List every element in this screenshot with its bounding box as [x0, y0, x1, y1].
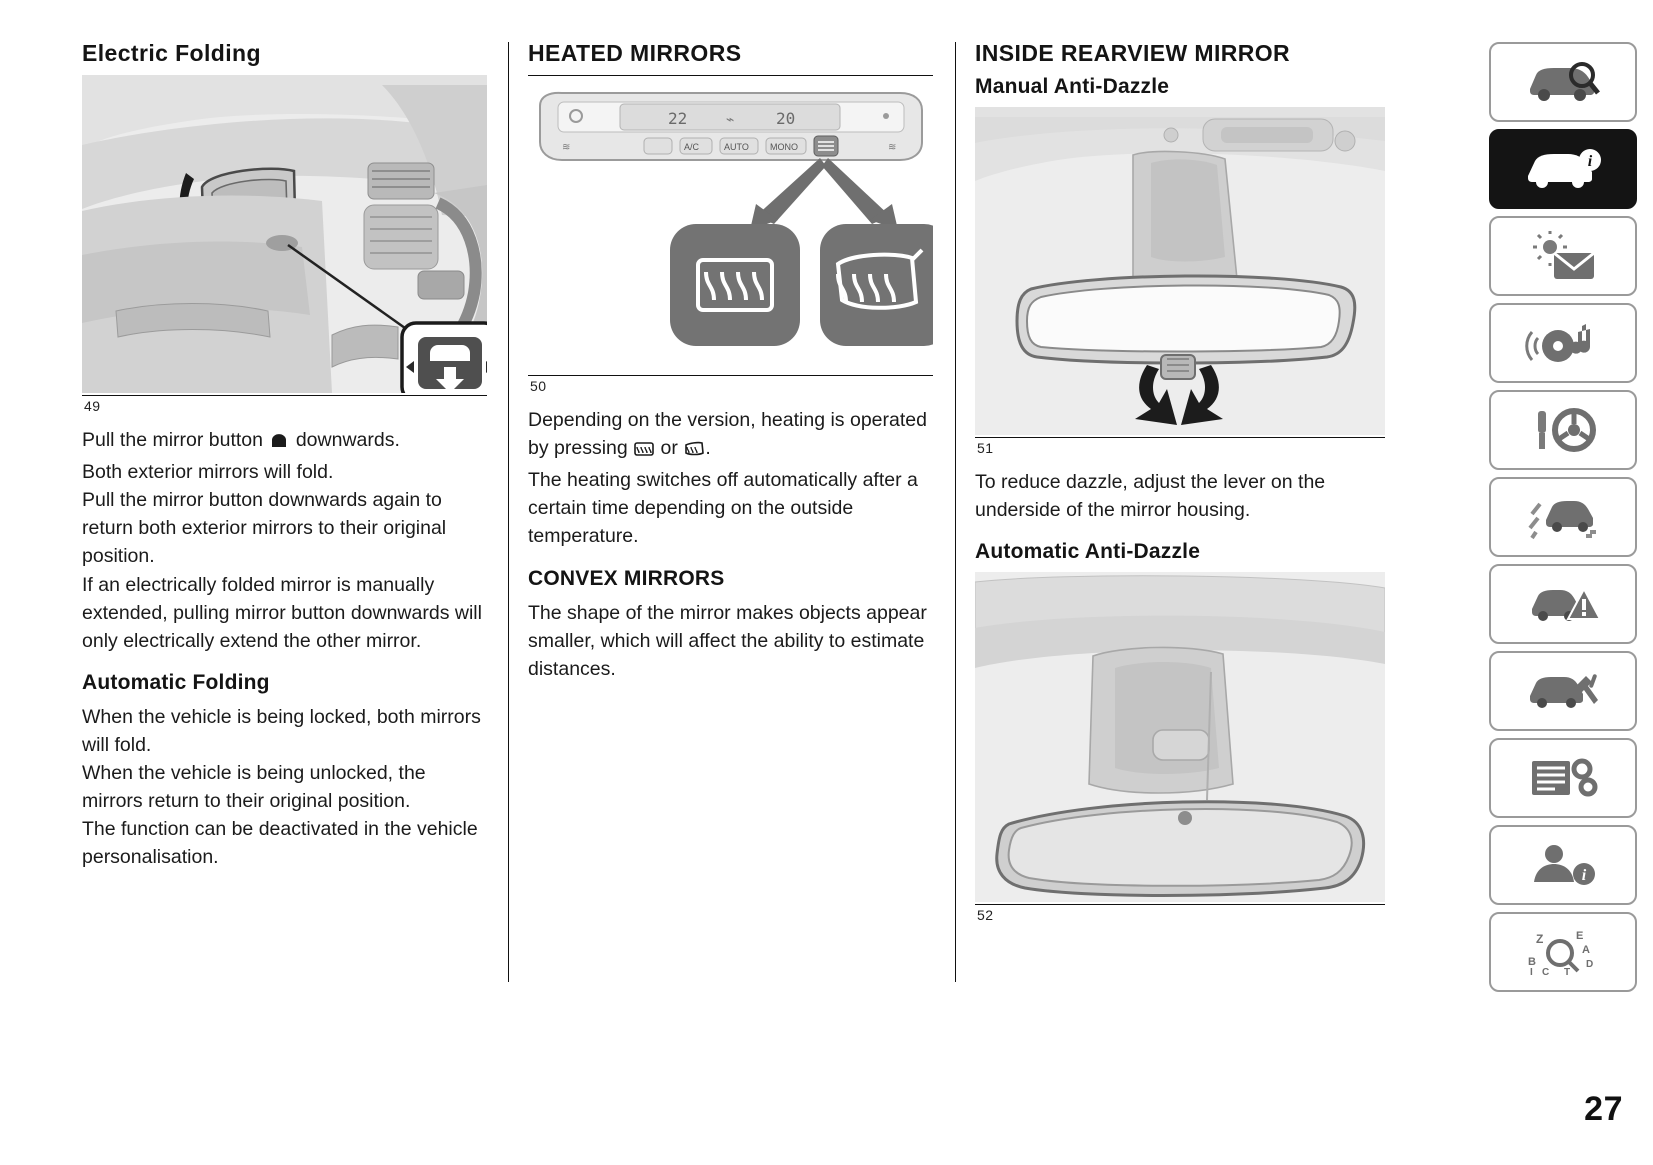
svg-text:i: i	[1587, 153, 1593, 170]
paragraph-pull-again: Pull the mirror button downwards again to return both exterior mirrors to their original position.	[82, 489, 447, 568]
column-divider-1	[508, 42, 509, 982]
tab-customer-service[interactable]	[1489, 825, 1637, 905]
svg-text:A: A	[1582, 944, 1590, 956]
svg-text:22: 22	[668, 109, 688, 129]
column-divider-2	[955, 42, 956, 982]
steering-wheel-icon	[1524, 405, 1602, 455]
tab-starting-driving[interactable]	[1489, 390, 1637, 470]
svg-text:20: 20	[776, 109, 796, 129]
figure-manual-anti-dazzle	[975, 107, 1385, 435]
paragraph-locked-fold: When the vehicle is being locked, both mirrors will fold.	[82, 705, 481, 756]
section-heading-heated-mirrors: HEATED MIRRORS	[528, 40, 742, 66]
car-triangle-icon	[1524, 579, 1602, 629]
figure-heated-mirror-controls	[528, 88, 933, 373]
svg-text:T: T	[1564, 967, 1571, 977]
mirror-control-callout	[402, 323, 487, 393]
car-search-icon	[1524, 57, 1602, 107]
svg-text:AUTO: AUTO	[724, 142, 749, 153]
rearview-mirror-body	[1017, 276, 1355, 363]
mirror-button-icon	[268, 430, 290, 458]
mirror-heating-icon	[683, 438, 705, 466]
section-heading-inside-rearview-mirror: INSIDE REARVIEW MIRROR	[975, 40, 1291, 66]
section-heading-convex-mirrors: CONVEX MIRRORS	[528, 566, 725, 590]
page-title: Electric Folding	[82, 40, 261, 66]
svg-text:A/C: A/C	[684, 142, 700, 153]
car-lane-icon	[1524, 492, 1602, 542]
subheading-automatic-folding: Automatic Folding	[82, 670, 270, 694]
door-mirror-fold-button-illustration	[82, 75, 487, 393]
paragraph-reduce-dazzle: To reduce dazzle, adjust the lever on the underside of the mirror housing.	[975, 471, 1326, 522]
chapter-tab-strip	[1489, 42, 1637, 999]
car-info-icon	[1524, 144, 1602, 194]
alphabetical-index-icon	[1524, 927, 1602, 977]
tab-vehicle-overview[interactable]	[1489, 42, 1637, 122]
svg-text:≋: ≋	[562, 142, 571, 154]
svg-text:C: C	[1542, 967, 1550, 977]
tab-vehicle-info[interactable]	[1489, 129, 1637, 209]
column-right	[975, 40, 1385, 935]
page-number: 27	[1584, 1090, 1623, 1128]
tab-warning-lights[interactable]	[1489, 477, 1637, 557]
svg-text:I: I	[1530, 967, 1533, 977]
svg-text:D: D	[1586, 959, 1594, 970]
spec-list-icon	[1524, 753, 1602, 803]
warning-mail-icon	[1524, 231, 1602, 281]
column-middle	[528, 40, 933, 683]
figure-number: 51	[977, 440, 994, 457]
mirror-heating-icon-tile	[820, 224, 933, 346]
svg-text:Z: Z	[1536, 932, 1544, 946]
tab-technical-specs[interactable]	[1489, 738, 1637, 818]
figure-automatic-anti-dazzle	[975, 572, 1385, 902]
tab-emergency[interactable]	[1489, 564, 1637, 644]
svg-text:≋: ≋	[888, 142, 897, 154]
paragraph-heating-operation: Depending on the version, heating is operated by pressing or . The heating switches off automatically after a certain time depending on the outside temperature.	[528, 409, 927, 548]
tab-multimedia[interactable]	[1489, 303, 1637, 383]
paragraph-unlocked-return: When the vehicle is being unlocked, the mirrors return to their original position.	[82, 761, 426, 812]
figure-number: 52	[977, 907, 994, 924]
rear-window-heating-icon	[633, 438, 655, 466]
climate-control-panel	[540, 93, 922, 160]
svg-text:B: B	[1528, 956, 1536, 968]
paragraph-manually-extended: If an electrically folded mirror is manually extended, pulling mirror button downwards will only electrically extend the other mirror.	[82, 573, 482, 652]
tab-maintenance[interactable]	[1489, 651, 1637, 731]
manual-anti-dazzle-mirror-lever-illustration	[975, 107, 1385, 435]
tab-safety-alerts[interactable]	[1489, 216, 1637, 296]
svg-text:⌁: ⌁	[726, 112, 735, 129]
person-info-icon	[1524, 840, 1602, 890]
figure-number: 50	[530, 378, 547, 395]
figure-number: 49	[84, 398, 101, 415]
automatic-anti-dazzle-mirror-illustration	[975, 572, 1385, 902]
tab-index[interactable]	[1489, 912, 1637, 992]
svg-text:E: E	[1576, 930, 1584, 942]
figure-door-mirror-fold-button	[82, 75, 487, 393]
climate-control-panel-heated-mirror-buttons	[528, 88, 933, 373]
svg-text:i: i	[1581, 867, 1587, 884]
air-vent	[364, 163, 438, 269]
paragraph-deactivate-personalisation: The function can be deactivated in the vehicle personalisation.	[82, 818, 478, 869]
paragraph-pull-mirror-button: Pull the mirror button downwards. Both exterior mirrors will fold.	[82, 429, 400, 484]
svg-text:MONO: MONO	[770, 142, 798, 153]
heading-rule	[528, 75, 933, 76]
subheading-manual-anti-dazzle: Manual Anti-Dazzle	[975, 75, 1170, 99]
column-left	[82, 40, 487, 871]
paragraph-convex-mirrors: The shape of the mirror makes objects appear smaller, which will affect the ability to estimate distances.	[528, 601, 927, 680]
car-tools-icon	[1524, 666, 1602, 716]
audio-note-icon	[1524, 318, 1602, 368]
rear-window-heating-icon-tile	[670, 224, 800, 346]
subheading-automatic-anti-dazzle: Automatic Anti-Dazzle	[975, 540, 1201, 564]
